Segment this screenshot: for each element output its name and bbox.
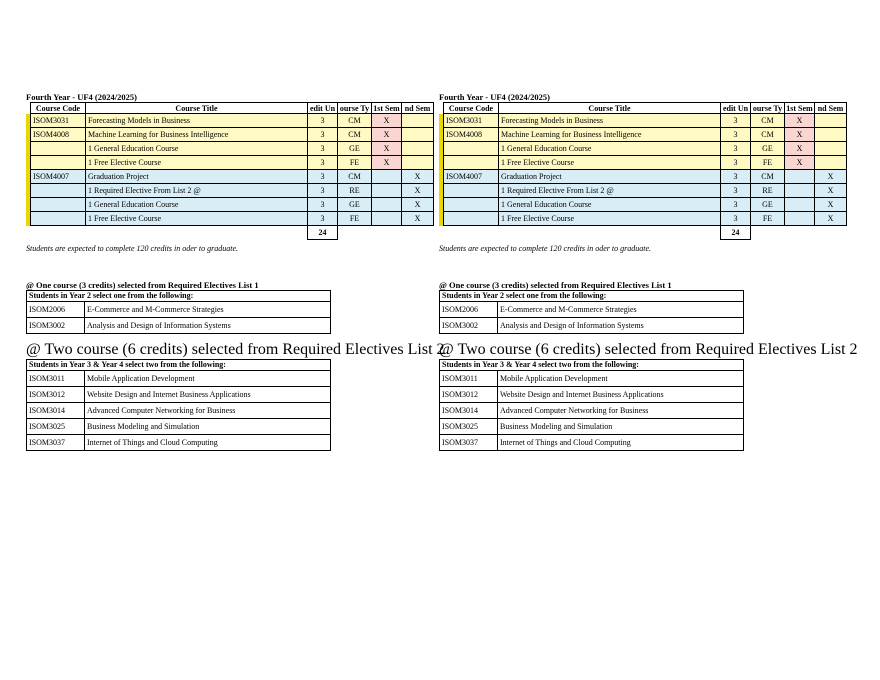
elective-code: ISOM3002 bbox=[27, 317, 85, 333]
course-code: ISOM4007 bbox=[31, 170, 86, 184]
course-title: Machine Learning for Business Intelligence bbox=[86, 128, 308, 142]
list2-item bbox=[27, 370, 331, 386]
header-row bbox=[26, 103, 434, 114]
course-title: 1 General Education Course bbox=[86, 142, 308, 156]
course-code: ISOM4008 bbox=[444, 128, 499, 142]
course-row bbox=[26, 156, 434, 170]
course-type: CM bbox=[751, 170, 785, 184]
schedule-panel-left bbox=[26, 92, 446, 451]
course-title: 1 General Education Course bbox=[86, 198, 308, 212]
course-code bbox=[31, 198, 86, 212]
course-code bbox=[444, 156, 499, 170]
header-course-code: Course Code bbox=[31, 103, 86, 114]
course-row bbox=[26, 128, 434, 142]
course-type: GE bbox=[338, 142, 372, 156]
elective-title: E-Commerce and M-Commerce Strategies bbox=[85, 301, 331, 317]
sem2-mark bbox=[815, 128, 847, 142]
list1-item bbox=[440, 301, 744, 317]
sem2-mark: X bbox=[815, 212, 847, 226]
schedule-title: Fourth Year - UF4 (2024/2025) bbox=[439, 92, 550, 102]
sem1-mark bbox=[372, 212, 402, 226]
elective-title: Mobile Application Development bbox=[85, 370, 331, 386]
course-code bbox=[444, 184, 499, 198]
elective-code: ISOM3014 bbox=[440, 402, 498, 418]
list1-subtitle-row bbox=[440, 290, 744, 301]
course-title: Forecasting Models in Business bbox=[86, 114, 308, 128]
list2-table bbox=[439, 359, 744, 451]
course-code bbox=[31, 212, 86, 226]
list2-title: @ Two course (6 credits) selected from Required Electives List 2 bbox=[439, 340, 858, 358]
elective-code: ISOM3025 bbox=[27, 418, 85, 434]
elective-code: ISOM3011 bbox=[440, 370, 498, 386]
credit-units: 3 bbox=[308, 184, 338, 198]
course-type: CM bbox=[751, 128, 785, 142]
sem2-mark: X bbox=[815, 170, 847, 184]
course-title: Graduation Project bbox=[499, 170, 721, 184]
sem1-mark: X bbox=[785, 114, 815, 128]
course-code bbox=[444, 198, 499, 212]
course-title: 1 Free Elective Course bbox=[499, 156, 721, 170]
course-code bbox=[444, 212, 499, 226]
credit-units: 3 bbox=[721, 170, 751, 184]
list2-title: @ Two course (6 credits) selected from Required Electives List 2 bbox=[26, 340, 445, 358]
course-row bbox=[26, 142, 434, 156]
course-row bbox=[439, 156, 847, 170]
elective-title: Website Design and Internet Business Applications bbox=[85, 386, 331, 402]
course-row bbox=[439, 212, 847, 226]
course-title: 1 Required Elective From List 2 @ bbox=[499, 184, 721, 198]
course-title: 1 Required Elective From List 2 @ bbox=[86, 184, 308, 198]
course-row bbox=[439, 170, 847, 184]
list1-title: @ One course (3 credits) selected from Required Electives List 1 bbox=[26, 279, 259, 290]
course-type: GE bbox=[751, 198, 785, 212]
sem2-mark bbox=[402, 128, 434, 142]
elective-title: Mobile Application Development bbox=[498, 370, 744, 386]
course-row bbox=[26, 184, 434, 198]
course-code bbox=[31, 184, 86, 198]
total-row bbox=[26, 226, 434, 240]
list2-item bbox=[440, 370, 744, 386]
list1-table bbox=[26, 290, 331, 334]
sem1-mark bbox=[785, 212, 815, 226]
list1-subtitle: Students in Year 2 select one from the following: bbox=[440, 290, 744, 301]
elective-code: ISOM3012 bbox=[27, 386, 85, 402]
credit-units: 3 bbox=[308, 142, 338, 156]
course-row bbox=[439, 198, 847, 212]
course-title: 1 Free Elective Course bbox=[86, 212, 308, 226]
elective-code: ISOM2006 bbox=[440, 301, 498, 317]
course-type: FE bbox=[338, 212, 372, 226]
list1-item bbox=[440, 317, 744, 333]
sem1-mark bbox=[372, 198, 402, 212]
sem2-mark: X bbox=[815, 198, 847, 212]
course-type: GE bbox=[338, 198, 372, 212]
total-spacer bbox=[785, 226, 815, 240]
sem2-mark bbox=[402, 156, 434, 170]
list2-subtitle: Students in Year 3 & Year 4 select two from the following: bbox=[27, 359, 331, 370]
credit-units: 3 bbox=[721, 114, 751, 128]
course-type: FE bbox=[751, 212, 785, 226]
header-credit-units: edit Un bbox=[308, 103, 338, 114]
course-type: RE bbox=[751, 184, 785, 198]
course-schedule-table bbox=[439, 102, 847, 240]
header-course-title: Course Title bbox=[86, 103, 308, 114]
course-type: GE bbox=[751, 142, 785, 156]
header-row bbox=[439, 103, 847, 114]
credit-units: 3 bbox=[308, 212, 338, 226]
sem1-mark: X bbox=[785, 128, 815, 142]
course-title: 1 Free Elective Course bbox=[86, 156, 308, 170]
sem2-mark bbox=[815, 156, 847, 170]
course-type: CM bbox=[338, 128, 372, 142]
list1-table bbox=[439, 290, 744, 334]
course-code bbox=[31, 156, 86, 170]
list2-subtitle-row bbox=[27, 359, 331, 370]
required-electives-list-1 bbox=[439, 280, 859, 334]
list2-item bbox=[440, 418, 744, 434]
sem2-mark: X bbox=[815, 184, 847, 198]
elective-code: ISOM3014 bbox=[27, 402, 85, 418]
course-row bbox=[439, 184, 847, 198]
course-code: ISOM3031 bbox=[444, 114, 499, 128]
course-row bbox=[26, 170, 434, 184]
elective-title: Advanced Computer Networking for Business bbox=[498, 402, 744, 418]
course-code: ISOM4007 bbox=[444, 170, 499, 184]
header-credit-units: edit Un bbox=[721, 103, 751, 114]
header-course-type: ourse Ty bbox=[338, 103, 372, 114]
sem1-mark bbox=[372, 170, 402, 184]
course-row bbox=[439, 128, 847, 142]
credit-units: 3 bbox=[721, 142, 751, 156]
schedule-title: Fourth Year - UF4 (2024/2025) bbox=[26, 92, 137, 102]
sem1-mark: X bbox=[372, 128, 402, 142]
total-spacer bbox=[499, 226, 721, 240]
total-spacer bbox=[86, 226, 308, 240]
course-row bbox=[439, 142, 847, 156]
elective-title: Advanced Computer Networking for Business bbox=[85, 402, 331, 418]
sem2-mark bbox=[402, 114, 434, 128]
credit-units: 3 bbox=[308, 156, 338, 170]
elective-title: Business Modeling and Simulation bbox=[498, 418, 744, 434]
list2-item bbox=[27, 386, 331, 402]
header-2nd-sem: nd Sem bbox=[815, 103, 847, 114]
credit-units: 3 bbox=[308, 170, 338, 184]
course-code: ISOM4008 bbox=[31, 128, 86, 142]
course-title: 1 General Education Course bbox=[499, 142, 721, 156]
elective-code: ISOM3025 bbox=[440, 418, 498, 434]
total-credits: 24 bbox=[308, 226, 338, 240]
list2-table bbox=[26, 359, 331, 451]
sem1-mark: X bbox=[785, 156, 815, 170]
course-type: RE bbox=[338, 184, 372, 198]
sem1-mark: X bbox=[372, 142, 402, 156]
course-schedule-table bbox=[26, 102, 434, 240]
header-1st-sem: 1st Sem bbox=[373, 103, 400, 113]
list2-item bbox=[27, 402, 331, 418]
total-spacer bbox=[402, 226, 434, 240]
required-electives-list-2 bbox=[26, 341, 446, 451]
sem2-mark bbox=[402, 142, 434, 156]
sem2-mark: X bbox=[402, 170, 434, 184]
elective-code: ISOM3012 bbox=[440, 386, 498, 402]
list2-item bbox=[440, 434, 744, 450]
schedule-panel-right bbox=[439, 92, 859, 451]
header-course-title: Course Title bbox=[499, 103, 721, 114]
sem1-mark bbox=[785, 170, 815, 184]
list1-item bbox=[27, 317, 331, 333]
credit-units: 3 bbox=[721, 128, 751, 142]
sem1-mark bbox=[785, 198, 815, 212]
list2-item bbox=[27, 434, 331, 450]
course-title: Forecasting Models in Business bbox=[499, 114, 721, 128]
course-row bbox=[26, 198, 434, 212]
total-spacer bbox=[815, 226, 847, 240]
course-type: FE bbox=[338, 156, 372, 170]
elective-title: Business Modeling and Simulation bbox=[85, 418, 331, 434]
list1-subtitle-row bbox=[27, 290, 331, 301]
total-credits: 24 bbox=[721, 226, 751, 240]
header-course-type: ourse Ty bbox=[751, 103, 785, 114]
elective-title: Internet of Things and Cloud Computing bbox=[85, 434, 331, 450]
header-2nd-sem: nd Sem bbox=[402, 103, 434, 114]
course-type: CM bbox=[751, 114, 785, 128]
total-spacer bbox=[372, 226, 402, 240]
total-spacer bbox=[338, 226, 372, 240]
elective-title: Analysis and Design of Information Systems bbox=[85, 317, 331, 333]
course-code bbox=[31, 142, 86, 156]
sem1-mark: X bbox=[372, 156, 402, 170]
list2-item bbox=[440, 386, 744, 402]
graduation-note: Students are expected to complete 120 credits in oder to graduate. bbox=[26, 243, 239, 253]
elective-code: ISOM3002 bbox=[440, 317, 498, 333]
elective-code: ISOM2006 bbox=[27, 301, 85, 317]
total-spacer bbox=[751, 226, 785, 240]
sem1-mark bbox=[372, 184, 402, 198]
graduation-note: Students are expected to complete 120 credits in oder to graduate. bbox=[439, 243, 652, 253]
credit-units: 3 bbox=[308, 198, 338, 212]
sem1-mark bbox=[785, 184, 815, 198]
total-row bbox=[439, 226, 847, 240]
header-course-code: Course Code bbox=[444, 103, 499, 114]
course-row bbox=[26, 114, 434, 128]
course-row bbox=[439, 114, 847, 128]
required-electives-list-2 bbox=[439, 341, 859, 451]
credit-units: 3 bbox=[721, 156, 751, 170]
total-spacer bbox=[31, 226, 86, 240]
credit-units: 3 bbox=[721, 212, 751, 226]
course-title: Machine Learning for Business Intelligence bbox=[499, 128, 721, 142]
course-row bbox=[26, 212, 434, 226]
list2-item bbox=[440, 402, 744, 418]
list1-item bbox=[27, 301, 331, 317]
credit-units: 3 bbox=[721, 184, 751, 198]
elective-title: Internet of Things and Cloud Computing bbox=[498, 434, 744, 450]
course-code: ISOM3031 bbox=[31, 114, 86, 128]
course-title: Graduation Project bbox=[86, 170, 308, 184]
sem2-mark: X bbox=[402, 212, 434, 226]
elective-title: E-Commerce and M-Commerce Strategies bbox=[498, 301, 744, 317]
course-title: 1 General Education Course bbox=[499, 198, 721, 212]
required-electives-list-1 bbox=[26, 280, 446, 334]
course-type: CM bbox=[338, 170, 372, 184]
sem2-mark: X bbox=[402, 198, 434, 212]
elective-title: Analysis and Design of Information Systems bbox=[498, 317, 744, 333]
credit-units: 3 bbox=[308, 128, 338, 142]
sem2-mark: X bbox=[402, 184, 434, 198]
sem2-mark bbox=[815, 114, 847, 128]
list1-title: @ One course (3 credits) selected from Required Electives List 1 bbox=[439, 279, 672, 290]
elective-code: ISOM3011 bbox=[27, 370, 85, 386]
sem2-mark bbox=[815, 142, 847, 156]
list2-item bbox=[27, 418, 331, 434]
credit-units: 3 bbox=[721, 198, 751, 212]
course-title: 1 Free Elective Course bbox=[499, 212, 721, 226]
sem1-mark: X bbox=[372, 114, 402, 128]
total-spacer bbox=[444, 226, 499, 240]
credit-units: 3 bbox=[308, 114, 338, 128]
header-1st-sem: 1st Sem bbox=[786, 103, 813, 113]
list2-subtitle: Students in Year 3 & Year 4 select two from the following: bbox=[440, 359, 744, 370]
list2-subtitle-row bbox=[440, 359, 744, 370]
list1-subtitle: Students in Year 2 select one from the following: bbox=[27, 290, 331, 301]
elective-code: ISOM3037 bbox=[440, 434, 498, 450]
sem1-mark: X bbox=[785, 142, 815, 156]
course-type: CM bbox=[338, 114, 372, 128]
elective-code: ISOM3037 bbox=[27, 434, 85, 450]
course-code bbox=[444, 142, 499, 156]
course-type: FE bbox=[751, 156, 785, 170]
elective-title: Website Design and Internet Business Applications bbox=[498, 386, 744, 402]
